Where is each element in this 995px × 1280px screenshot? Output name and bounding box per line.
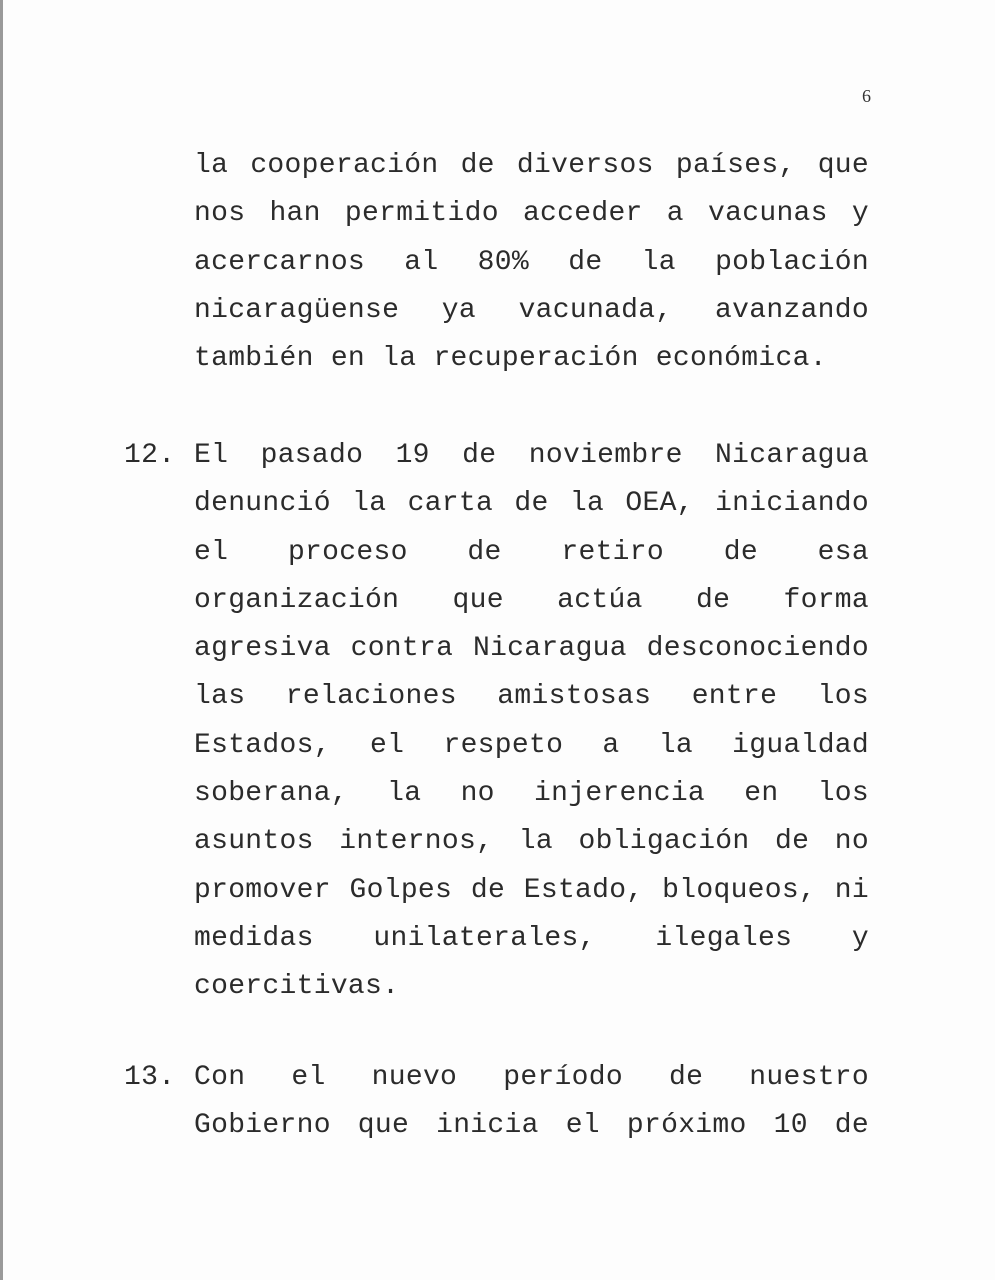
item-number-13: 13.	[124, 1062, 176, 1093]
text-line: las relaciones amistosas entre los	[194, 681, 869, 713]
item-13-paragraph	[194, 1054, 869, 1151]
continuation-paragraph	[194, 142, 869, 383]
text-line: organización que actúa de forma	[194, 584, 869, 616]
text-line: la cooperación de diversos países, que	[194, 150, 869, 181]
text-line: Estados, el respeto a la igualdad	[194, 729, 869, 761]
text-line: acercarnos al 80% de la población	[194, 246, 869, 278]
page-edge	[0, 0, 3, 1280]
item-12-paragraph	[194, 432, 869, 1012]
text-line: promover Golpes de Estado, bloqueos, ni	[194, 874, 869, 906]
text-line: coercitivas.	[194, 971, 400, 1003]
text-line: denunció la carta de la OEA, iniciando	[194, 488, 869, 520]
text-line: medidas unilaterales, ilegales y	[194, 922, 869, 954]
page-number: 6	[862, 86, 871, 106]
text-line: soberana, la no injerencia en los	[194, 778, 869, 810]
item-number-12: 12.	[124, 440, 176, 471]
text-line: El pasado 19 de noviembre Nicaragua	[194, 440, 869, 471]
text-line: el proceso de retiro de esa	[194, 536, 869, 568]
text-line: nos han permitido acceder a vacunas y	[194, 198, 869, 230]
text-line: también en la recuperación económica.	[194, 343, 827, 375]
text-line: agresiva contra Nicaragua desconociendo	[194, 633, 869, 665]
text-line: nicaragüense ya vacunada, avanzando	[194, 294, 869, 326]
text-line: asuntos internos, la obligación de no	[194, 826, 869, 858]
text-line: Gobierno que inicia el próximo 10 de	[194, 1110, 869, 1142]
text-line: Con el nuevo período de nuestro	[194, 1062, 869, 1093]
